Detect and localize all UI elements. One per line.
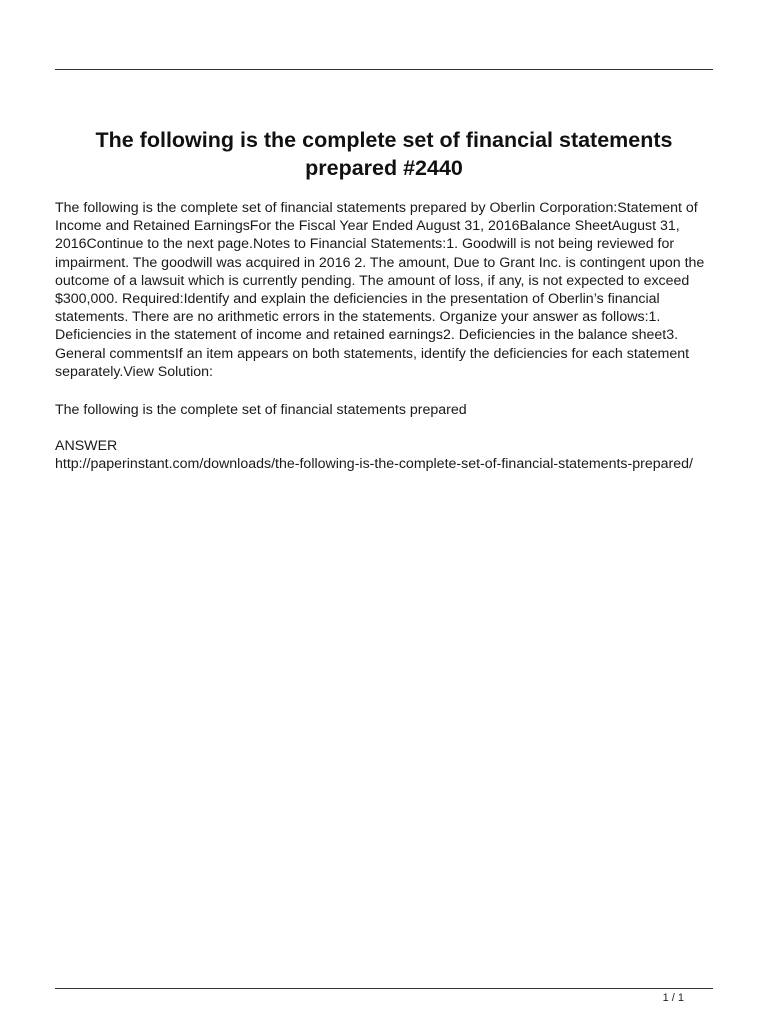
answer-link[interactable]: http://paperinstant.com/downloads/the-following-is-the-complete-set-of-financial-statements-prepared/ — [55, 456, 693, 472]
document-subtitle-repeat: The following is the complete set of financial statements prepared — [55, 402, 467, 418]
document-body: The following is the complete set of financial statements prepared by Oberlin Corporation:Statement of Income and Retained EarningsFor the Fiscal Year Ended August 31, 2016Balance SheetAugust 31, 2016Continue to the next page.Notes to Financial Statements:1. Goodwill is not being reviewed for impairment. The goodwill was acquired in 2016 2. The amount, Due to Grant Inc. is contingent upon the outcome of a lawsuit which is currently pending. The amount of loss, if any, is not expected to exceed $300,000. Required:Identify and explain the deficiencies in the presentation of Oberlin’s financial statements. There are no arithmetic errors in the statements. Organize your answer as follows:1. Deficiencies in the statement of income and retained earnings2. Deficiencies in the balance sheet3. General commentsIf an item appears on both statements, identify the deficiencies for each statement separately.View Solution: — [55, 200, 705, 380]
answer-label: ANSWER — [55, 438, 118, 454]
page-number: 1 / 1 — [662, 992, 684, 1004]
footer-divider — [55, 988, 713, 989]
document-title: The following is the complete set of financial statements prepared #2440 — [95, 128, 673, 180]
header-divider — [55, 69, 713, 70]
